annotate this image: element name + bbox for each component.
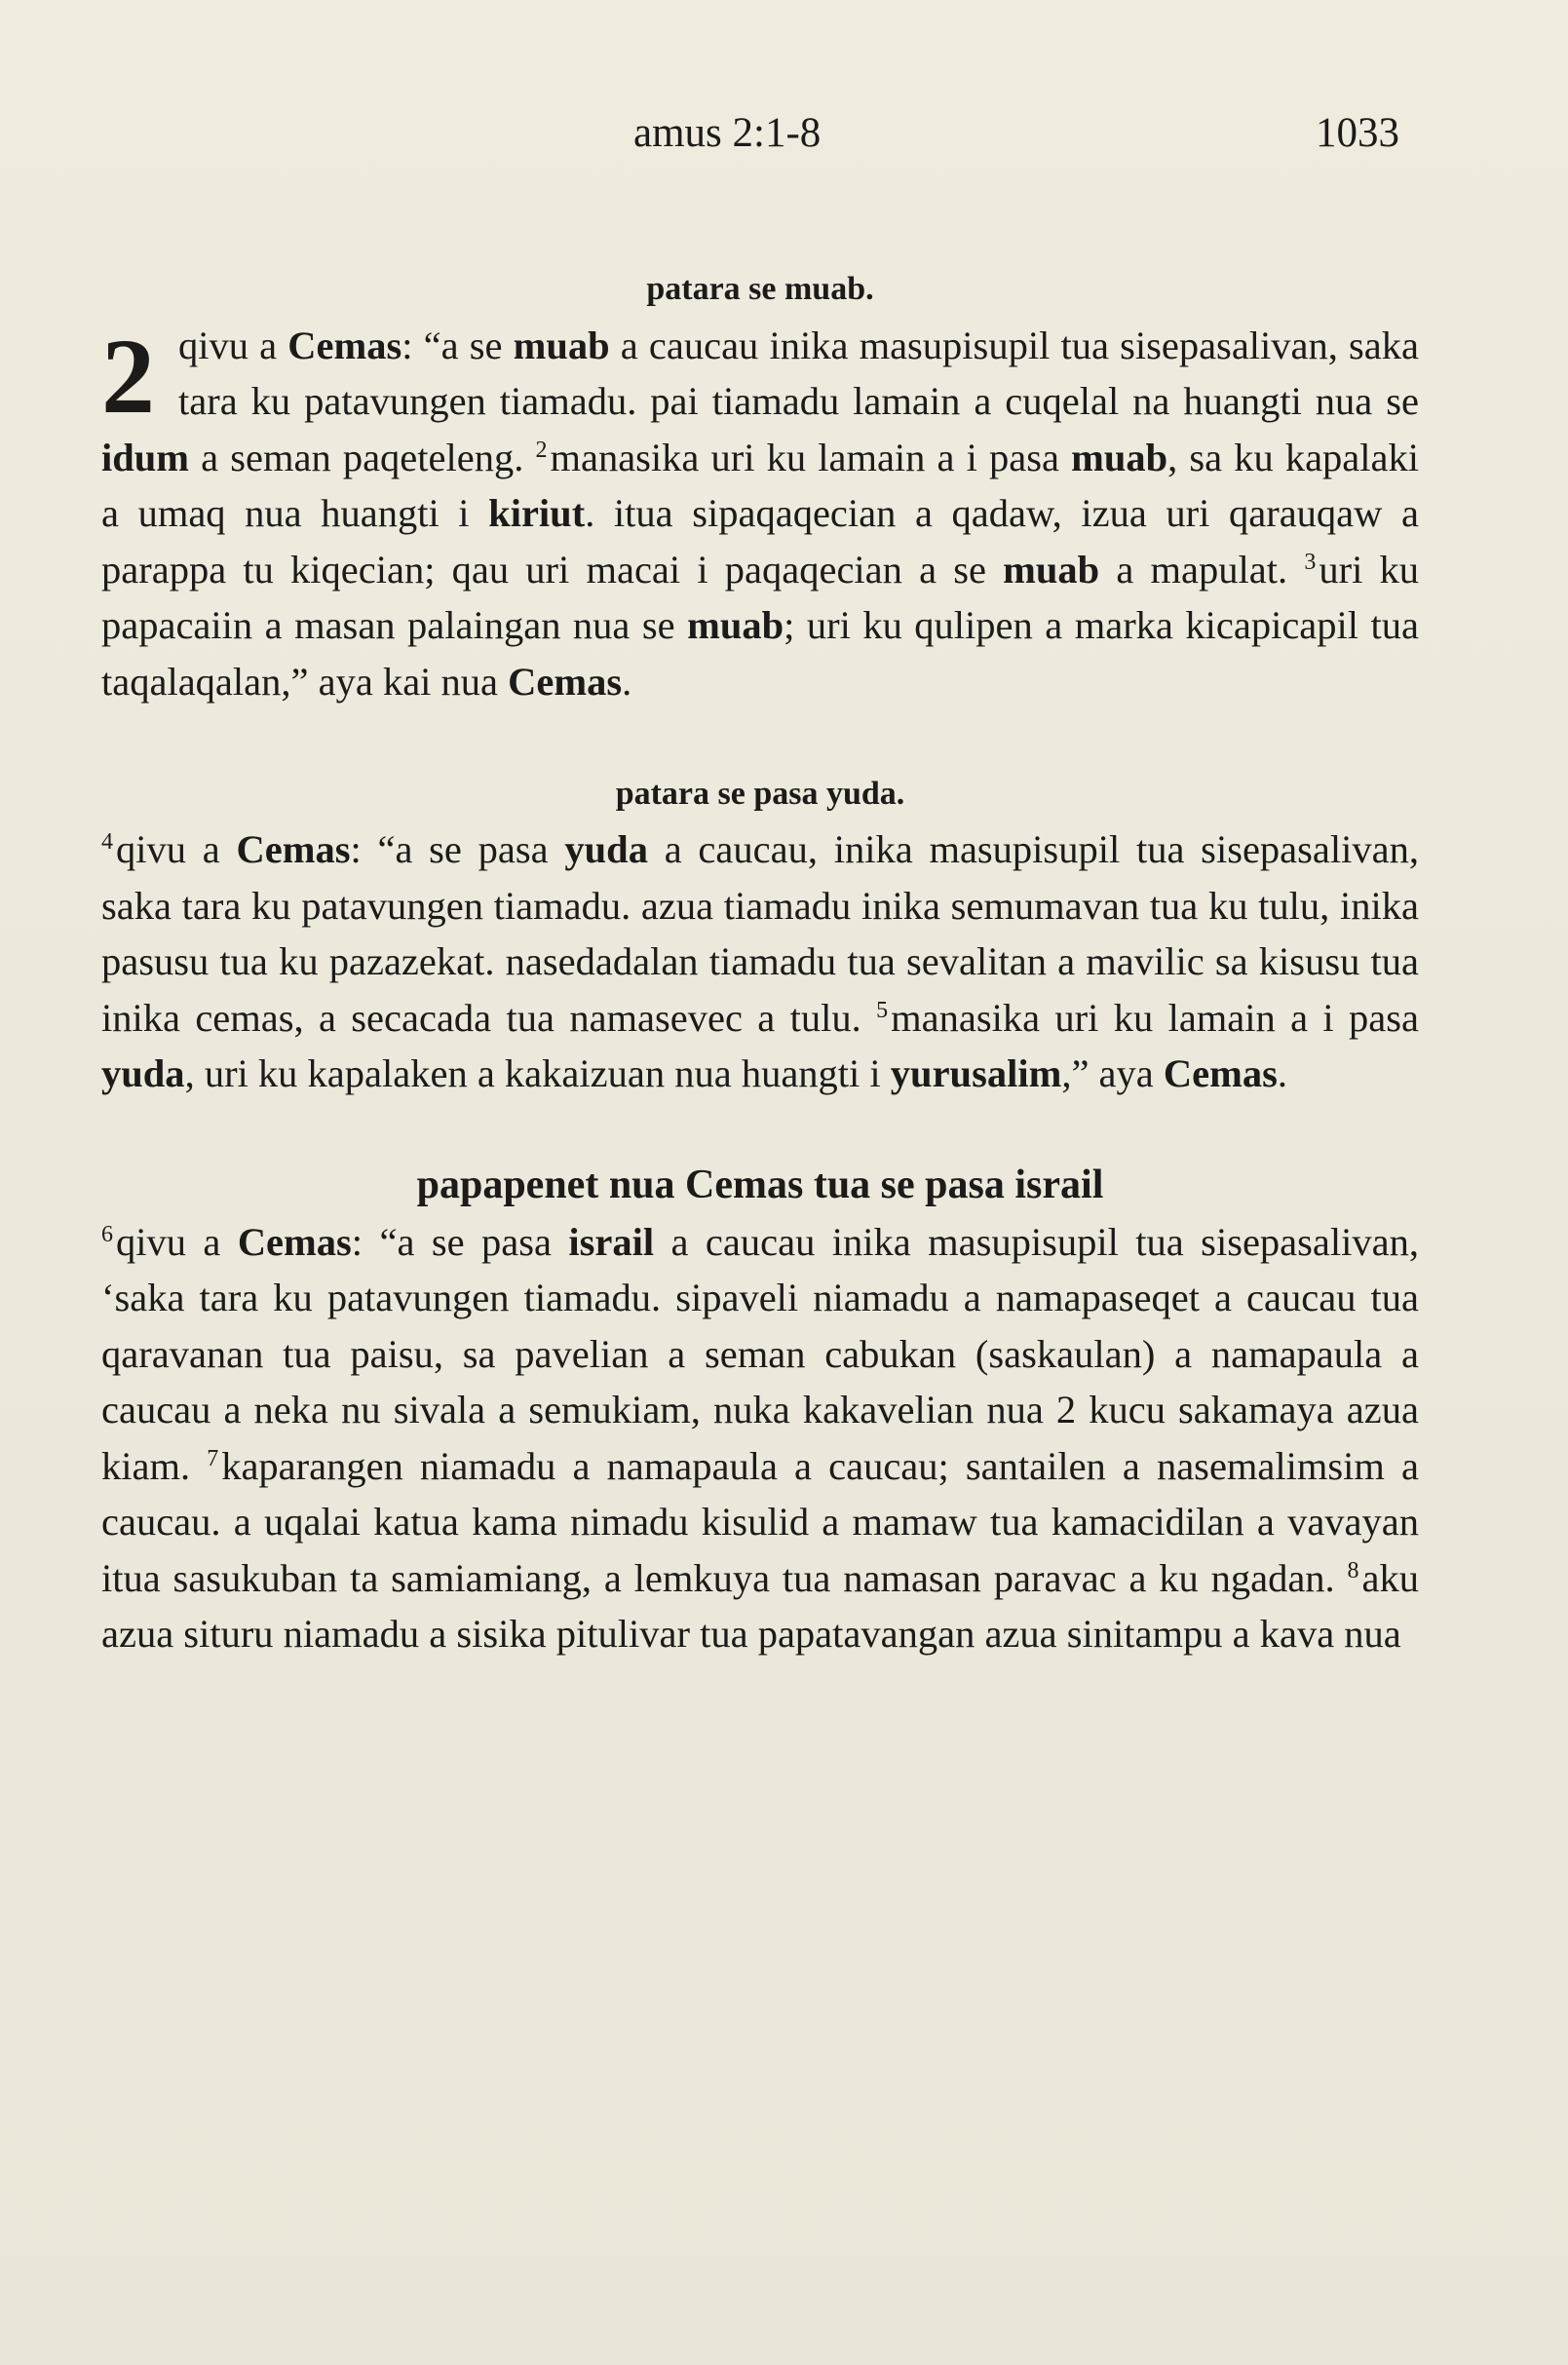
text-run: manasika uri ku lamain a i pasa	[891, 995, 1419, 1040]
page-body	[101, 261, 1419, 1662]
text-run: uri ku papacaiin a masan palaingan nua se	[101, 547, 1419, 647]
header-page-number: 1033	[1316, 110, 1399, 156]
bold-term: yurusalim	[890, 1051, 1062, 1095]
text-run: qivu a	[178, 323, 288, 367]
text-run: : “a se pasa	[350, 827, 565, 871]
verse-number: 8	[1347, 1557, 1359, 1583]
verse-number: 7	[207, 1445, 219, 1471]
chapter-number: 2	[101, 316, 155, 436]
text-run: qivu a	[116, 1219, 238, 1264]
bold-term: kiriut	[488, 491, 586, 535]
verse-number: 5	[876, 997, 889, 1023]
section-heading: patara se muab.	[646, 271, 874, 307]
text-run: , sa ku kapalaki a umaq nua huangti i	[101, 435, 1419, 535]
verse-number: 2	[535, 437, 548, 463]
text-run: ,” aya	[1061, 1051, 1164, 1095]
text-run: ; uri ku qulipen a marka kicapicapil tua taqalaqalan,” aya kai nua	[101, 603, 1419, 704]
section-heading: papapenet nua Cemas tua se pasa israil	[416, 1163, 1104, 1207]
section-gap	[101, 1102, 1419, 1159]
verse-number: 4	[101, 829, 113, 855]
bold-term: Cemas	[237, 1219, 352, 1264]
text-run: a caucau inika masupisupil tua sisepasalivan, saka tara ku patavungen tiamadu. pai tiamadu lamain a cuqelal na huangti nua se	[178, 323, 1419, 423]
text-run: .	[622, 659, 632, 704]
text-run: : “a se pasa	[351, 1219, 569, 1264]
bold-term: Cemas	[508, 659, 623, 704]
bold-term: Cemas	[1163, 1051, 1278, 1095]
text-run: manasika uri ku lamain a i pasa	[550, 435, 1072, 479]
text-run: , uri ku kapalaken a kakaizuan nua huangti i	[184, 1051, 891, 1095]
section-heading: patara se pasa yuda.	[615, 775, 905, 812]
text-run: a caucau inika masupisupil tua sisepasalivan, ‘saka tara ku patavungen tiamadu. sipaveli niamadu a namapaseqet a caucau tua qaravanan tua paisu, sa pavelian a seman cabukan (saskaulan) a namapaula a caucau a neka nu sivala a semukiam, nuka kakavelian nua 2 kucu sakamaya azua kiam.	[101, 1219, 1419, 1488]
text-run: aku azua situru niamadu a sisika pitulivar tua papatavangan azua sinitampu a kava nua	[101, 1555, 1419, 1656]
bold-term: yuda	[101, 1051, 185, 1095]
section-paragraph	[101, 1214, 1419, 1662]
section-gap	[101, 709, 1419, 766]
text-run: : “a se	[402, 323, 514, 367]
text-run: a seman paqeteleng.	[189, 435, 536, 479]
bold-term: muab	[687, 603, 784, 647]
section-paragraph	[101, 821, 1419, 1102]
section-paragraph	[101, 318, 1419, 710]
bold-term: muab	[513, 323, 610, 367]
bold-term: Cemas	[236, 827, 351, 871]
bold-term: yuda	[564, 827, 648, 871]
text-run: a mapulat.	[1099, 547, 1305, 591]
verse-number: 3	[1304, 549, 1317, 575]
header-reference: amus 2:1-8	[633, 110, 822, 156]
running-header	[0, 109, 1568, 168]
bold-term: muab	[1071, 435, 1168, 479]
text-run: .	[1277, 1051, 1287, 1095]
bold-term: idum	[101, 435, 190, 479]
text-run: a caucau, inika masupisupil tua sisepasalivan, saka tara ku patavungen tiamadu. azua tiamadu inika semumavan tua ku tulu, inika pasusu tua ku pazazekat. nasedadalan tiamadu tua sevalitan a mavilic sa kisusu tua inika cemas, a secacada tua namasevec a tulu.	[101, 827, 1419, 1040]
bold-term: muab	[1003, 547, 1100, 591]
bold-term: israil	[568, 1219, 655, 1264]
bold-term: Cemas	[287, 323, 402, 367]
text-run: qivu a	[116, 827, 237, 871]
text-run: kaparangen niamadu a namapaula a caucau; santailen a nasemalimsim a caucau. a uqalai katua kama nimadu kisulid a mamaw tua kamacidilan a vavayan itua sasukuban ta samiamiang, a lemkuya tua namasan paravac a ku ngadan.	[101, 1443, 1419, 1600]
verse-number: 6	[101, 1221, 113, 1247]
text-run: . itua sipaqaqecian a qadaw, izua uri qarauqaw a parappa tu kiqecian; qau uri macai i paqaqecian a se	[101, 491, 1419, 591]
